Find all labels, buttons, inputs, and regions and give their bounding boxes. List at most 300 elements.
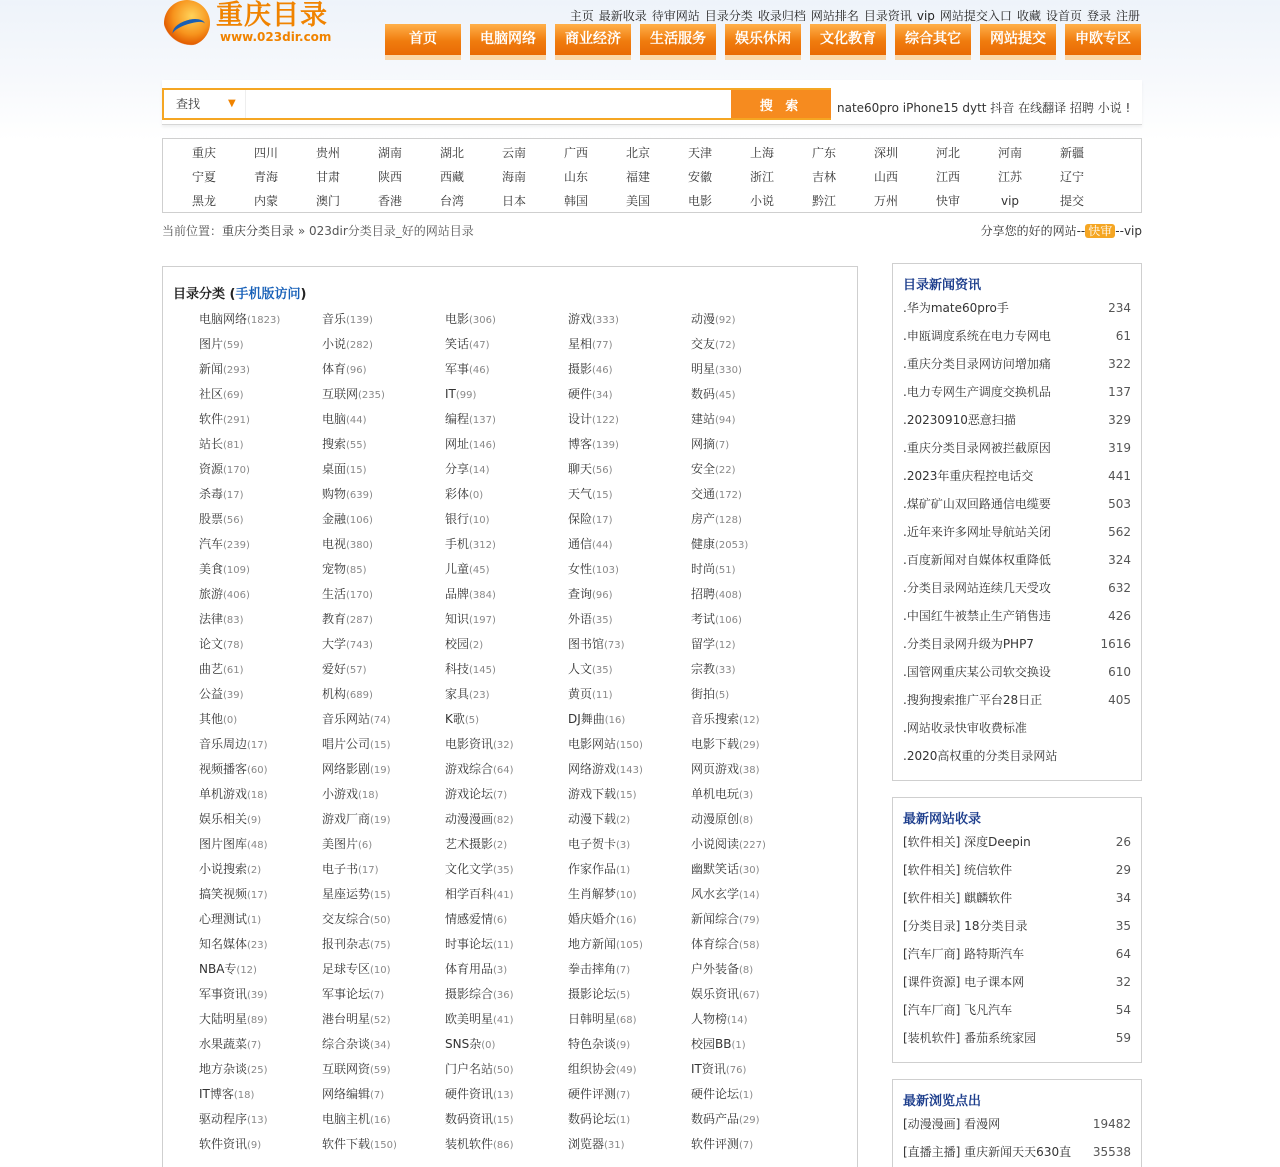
category-name[interactable]: 杀毒 bbox=[199, 487, 224, 501]
city-link[interactable]: 天津 bbox=[687, 146, 712, 160]
city-link[interactable]: 江西 bbox=[935, 170, 960, 184]
category-item[interactable] bbox=[568, 384, 691, 409]
category-item[interactable] bbox=[199, 309, 322, 334]
category-name[interactable]: 金融 bbox=[322, 512, 347, 526]
category-item[interactable] bbox=[199, 684, 322, 709]
category-name[interactable]: 军事 bbox=[445, 362, 470, 376]
category-name[interactable]: 摄影综合 bbox=[445, 987, 494, 1001]
category-name[interactable]: 查询 bbox=[568, 587, 593, 601]
top-link[interactable]: 收藏 bbox=[1016, 9, 1041, 23]
nav-tab[interactable]: 首页 bbox=[385, 24, 461, 60]
category-name[interactable]: 网页游戏 bbox=[691, 762, 740, 776]
category-name[interactable]: 宠物 bbox=[322, 562, 347, 576]
city-link[interactable]: vip bbox=[1000, 194, 1020, 208]
top-link[interactable]: 目录分类 bbox=[704, 9, 753, 23]
category-name[interactable]: 健康 bbox=[691, 537, 716, 551]
category-name[interactable]: 小说搜索 bbox=[199, 862, 248, 876]
city-link[interactable]: 黔江 bbox=[811, 194, 836, 208]
category-name[interactable]: IT博客 bbox=[199, 1087, 234, 1101]
category-item[interactable] bbox=[322, 309, 445, 334]
city-link[interactable]: 广东 bbox=[811, 146, 836, 160]
category-name[interactable]: 港台明星 bbox=[322, 1012, 371, 1026]
category-item[interactable] bbox=[322, 959, 445, 984]
category-name[interactable]: 搞笑视频 bbox=[199, 887, 248, 901]
category-name[interactable]: 天气 bbox=[568, 487, 593, 501]
category-item[interactable] bbox=[199, 934, 322, 959]
category-item[interactable] bbox=[199, 484, 322, 509]
category-name[interactable]: 电影下载 bbox=[691, 737, 740, 751]
category-name[interactable]: 小游戏 bbox=[322, 787, 359, 801]
category-item[interactable] bbox=[322, 1084, 445, 1109]
category-item[interactable] bbox=[445, 309, 568, 334]
category-name[interactable]: 硬件论坛 bbox=[691, 1087, 740, 1101]
category-name[interactable]: 视频播客 bbox=[199, 762, 248, 776]
category-name[interactable]: 图片图库 bbox=[199, 837, 248, 851]
category-item[interactable] bbox=[445, 709, 568, 734]
category-item[interactable] bbox=[322, 634, 445, 659]
category-name[interactable]: 电子书 bbox=[322, 862, 359, 876]
category-item[interactable] bbox=[199, 334, 322, 359]
category-item[interactable] bbox=[199, 959, 322, 984]
category-name[interactable]: 建站 bbox=[691, 412, 716, 426]
category-item[interactable] bbox=[322, 809, 445, 834]
category-item[interactable] bbox=[322, 1109, 445, 1134]
category-item[interactable] bbox=[199, 634, 322, 659]
breadcrumb-home[interactable]: 重庆分类目录 bbox=[222, 224, 295, 238]
category-item[interactable] bbox=[568, 809, 691, 834]
news-item[interactable] bbox=[903, 686, 1131, 714]
category-name[interactable]: 银行 bbox=[445, 512, 470, 526]
category-item[interactable] bbox=[568, 609, 691, 634]
category-item[interactable] bbox=[322, 334, 445, 359]
category-name[interactable]: 笑话 bbox=[445, 337, 470, 351]
category-name[interactable]: 数码产品 bbox=[691, 1112, 740, 1126]
category-name[interactable]: 数码 bbox=[691, 387, 716, 401]
city-link[interactable]: 甘肃 bbox=[315, 170, 340, 184]
news-item-title[interactable]: .电力专网生产调度交换机品 bbox=[903, 385, 1051, 399]
category-name[interactable]: 游戏论坛 bbox=[445, 787, 494, 801]
category-item[interactable] bbox=[568, 634, 691, 659]
category-name[interactable]: 电脑 bbox=[322, 412, 347, 426]
category-name[interactable]: 旅游 bbox=[199, 587, 224, 601]
category-item[interactable] bbox=[445, 434, 568, 459]
category-name[interactable]: 黄页 bbox=[568, 687, 593, 701]
search-input[interactable] bbox=[248, 92, 728, 116]
category-item[interactable] bbox=[568, 859, 691, 884]
news-item[interactable] bbox=[903, 350, 1131, 378]
category-name[interactable]: 街拍 bbox=[691, 687, 716, 701]
category-name[interactable]: 小说阅读 bbox=[691, 837, 740, 851]
news-item[interactable] bbox=[903, 406, 1131, 434]
news-item-title[interactable]: .国管网重庆某公司软交换设 bbox=[903, 665, 1051, 679]
category-item[interactable] bbox=[691, 434, 814, 459]
category-item[interactable] bbox=[691, 334, 814, 359]
category-name[interactable]: 博客 bbox=[568, 437, 593, 451]
category-item[interactable] bbox=[691, 884, 814, 909]
top-link[interactable]: 目录资讯 bbox=[863, 9, 912, 23]
category-item[interactable] bbox=[445, 1009, 568, 1034]
category-name[interactable]: 电影资讯 bbox=[445, 737, 494, 751]
latest-item-title[interactable]: [课件资源] 电子课本网 bbox=[903, 975, 1025, 989]
city-link[interactable]: 上海 bbox=[749, 146, 774, 160]
category-item[interactable] bbox=[691, 759, 814, 784]
category-name[interactable]: 音乐周边 bbox=[199, 737, 248, 751]
city-link[interactable]: 山东 bbox=[563, 170, 588, 184]
category-name[interactable]: 编程 bbox=[445, 412, 470, 426]
news-item[interactable] bbox=[903, 742, 1131, 770]
category-item[interactable] bbox=[691, 784, 814, 809]
category-name[interactable]: 数码资讯 bbox=[445, 1112, 494, 1126]
category-item[interactable] bbox=[568, 1084, 691, 1109]
category-name[interactable]: 音乐搜索 bbox=[691, 712, 740, 726]
category-name[interactable]: 动漫原创 bbox=[691, 812, 740, 826]
category-item[interactable] bbox=[568, 959, 691, 984]
category-name[interactable]: 娱乐相关 bbox=[199, 812, 248, 826]
category-item[interactable] bbox=[322, 409, 445, 434]
category-name[interactable]: 儿童 bbox=[445, 562, 470, 576]
category-name[interactable]: 大学 bbox=[322, 637, 347, 651]
category-item[interactable] bbox=[199, 659, 322, 684]
category-item[interactable] bbox=[445, 859, 568, 884]
category-name[interactable]: 幽默笑话 bbox=[691, 862, 740, 876]
category-item[interactable] bbox=[568, 534, 691, 559]
news-item-title[interactable]: .重庆分类目录网被拦截原因 bbox=[903, 441, 1051, 455]
category-item[interactable] bbox=[691, 559, 814, 584]
category-name[interactable]: 日韩明星 bbox=[568, 1012, 617, 1026]
category-name[interactable]: 生肖解梦 bbox=[568, 887, 617, 901]
category-item[interactable] bbox=[445, 1084, 568, 1109]
category-item[interactable] bbox=[568, 334, 691, 359]
category-name[interactable]: 报刊杂志 bbox=[322, 937, 371, 951]
category-item[interactable] bbox=[322, 459, 445, 484]
browse-item[interactable] bbox=[903, 1110, 1131, 1138]
category-item[interactable] bbox=[322, 534, 445, 559]
category-name[interactable]: K歌 bbox=[445, 712, 465, 726]
category-item[interactable] bbox=[445, 409, 568, 434]
category-item[interactable] bbox=[445, 584, 568, 609]
category-item[interactable] bbox=[445, 809, 568, 834]
category-name[interactable]: 美食 bbox=[199, 562, 224, 576]
category-item[interactable] bbox=[445, 334, 568, 359]
category-item[interactable] bbox=[445, 1109, 568, 1134]
news-item[interactable] bbox=[903, 574, 1131, 602]
category-item[interactable] bbox=[322, 784, 445, 809]
category-name[interactable]: 婚庆婚介 bbox=[568, 912, 617, 926]
category-name[interactable]: 电影 bbox=[445, 312, 470, 326]
category-item[interactable] bbox=[445, 459, 568, 484]
news-item-title[interactable]: .申瓯调度系统在电力专网电 bbox=[903, 329, 1051, 343]
city-link[interactable]: 香港 bbox=[377, 194, 402, 208]
category-name[interactable]: 资源 bbox=[199, 462, 224, 476]
category-item[interactable] bbox=[445, 684, 568, 709]
category-name[interactable]: 作家作品 bbox=[568, 862, 617, 876]
category-name[interactable]: 软件 bbox=[199, 412, 224, 426]
top-link[interactable]: 网站提交入口 bbox=[939, 9, 1012, 23]
city-link[interactable]: 四川 bbox=[253, 146, 278, 160]
category-item[interactable] bbox=[568, 459, 691, 484]
category-item[interactable] bbox=[445, 609, 568, 634]
news-item-title[interactable]: .百度新闻对自媒体权重降低 bbox=[903, 553, 1051, 567]
city-link[interactable]: 陕西 bbox=[377, 170, 402, 184]
category-name[interactable]: 体育综合 bbox=[691, 937, 740, 951]
category-name[interactable]: 交通 bbox=[691, 487, 716, 501]
category-name[interactable]: 电影网站 bbox=[568, 737, 617, 751]
category-item[interactable] bbox=[322, 434, 445, 459]
category-item[interactable] bbox=[568, 934, 691, 959]
news-item[interactable] bbox=[903, 294, 1131, 322]
latest-item[interactable] bbox=[903, 968, 1131, 996]
category-item[interactable] bbox=[445, 559, 568, 584]
category-item[interactable] bbox=[691, 1009, 814, 1034]
category-name[interactable]: 摄影论坛 bbox=[568, 987, 617, 1001]
category-name[interactable]: 生活 bbox=[322, 587, 347, 601]
latest-item-title[interactable]: [软件相关] 深度Deepin bbox=[903, 835, 1031, 849]
category-name[interactable]: 娱乐资讯 bbox=[691, 987, 740, 1001]
category-item[interactable] bbox=[445, 534, 568, 559]
category-item[interactable] bbox=[199, 584, 322, 609]
category-name[interactable]: 装机软件 bbox=[445, 1137, 494, 1151]
category-name[interactable]: 软件评测 bbox=[691, 1137, 740, 1151]
category-item[interactable] bbox=[568, 784, 691, 809]
city-link[interactable]: 贵州 bbox=[315, 146, 340, 160]
search-type-select[interactable] bbox=[164, 90, 246, 118]
mobile-version-link[interactable]: 手机版访问 bbox=[235, 287, 301, 302]
category-item[interactable] bbox=[322, 484, 445, 509]
category-name[interactable]: 网摘 bbox=[691, 437, 716, 451]
category-item[interactable] bbox=[445, 884, 568, 909]
category-name[interactable]: 彩体 bbox=[445, 487, 470, 501]
news-item-title[interactable]: .2023年重庆程控电话交 bbox=[903, 469, 1034, 483]
city-link[interactable]: 海南 bbox=[501, 170, 526, 184]
category-item[interactable] bbox=[445, 1059, 568, 1084]
category-item[interactable] bbox=[445, 1134, 568, 1159]
news-item[interactable] bbox=[903, 630, 1131, 658]
category-item[interactable] bbox=[322, 1059, 445, 1084]
category-name[interactable]: 综合杂谈 bbox=[322, 1037, 371, 1051]
category-item[interactable] bbox=[199, 1109, 322, 1134]
category-name[interactable]: 游戏厂商 bbox=[322, 812, 371, 826]
category-name[interactable]: 房产 bbox=[691, 512, 716, 526]
category-name[interactable]: 曲艺 bbox=[199, 662, 224, 676]
category-item[interactable] bbox=[322, 734, 445, 759]
latest-item[interactable] bbox=[903, 1024, 1131, 1052]
category-name[interactable]: 爱好 bbox=[322, 662, 347, 676]
category-item[interactable] bbox=[691, 359, 814, 384]
category-name[interactable]: 硬件资讯 bbox=[445, 1087, 494, 1101]
browse-item-title[interactable]: [动漫漫画] 看漫网 bbox=[903, 1117, 1001, 1131]
category-name[interactable]: 音乐 bbox=[322, 312, 347, 326]
category-item[interactable] bbox=[199, 534, 322, 559]
category-name[interactable]: 软件资讯 bbox=[199, 1137, 248, 1151]
category-item[interactable] bbox=[691, 934, 814, 959]
category-item[interactable] bbox=[691, 959, 814, 984]
category-item[interactable] bbox=[691, 534, 814, 559]
category-item[interactable] bbox=[445, 909, 568, 934]
news-item-title[interactable]: .中国红牛被禁止生产销售违 bbox=[903, 609, 1051, 623]
category-item[interactable] bbox=[691, 659, 814, 684]
category-name[interactable]: 法律 bbox=[199, 612, 224, 626]
category-item[interactable] bbox=[199, 609, 322, 634]
category-item[interactable] bbox=[322, 984, 445, 1009]
category-item[interactable] bbox=[322, 359, 445, 384]
news-item-title[interactable]: .分类目录网升级为PHP7 bbox=[903, 637, 1034, 651]
top-link[interactable]: 注册 bbox=[1115, 9, 1140, 23]
city-link[interactable]: 福建 bbox=[625, 170, 650, 184]
category-name[interactable]: 设计 bbox=[568, 412, 593, 426]
news-item[interactable] bbox=[903, 490, 1131, 518]
category-item[interactable] bbox=[322, 859, 445, 884]
category-name[interactable]: 人物榜 bbox=[691, 1012, 728, 1026]
category-name[interactable]: 网络游戏 bbox=[568, 762, 617, 776]
category-item[interactable] bbox=[568, 509, 691, 534]
news-item[interactable] bbox=[903, 714, 1131, 742]
nav-tab[interactable]: 文化教育 bbox=[810, 24, 886, 60]
category-name[interactable]: 机构 bbox=[322, 687, 347, 701]
category-item[interactable] bbox=[322, 1134, 445, 1159]
category-name[interactable]: 电子贺卡 bbox=[568, 837, 617, 851]
category-name[interactable]: 知识 bbox=[445, 612, 470, 626]
category-name[interactable]: 情感爱情 bbox=[445, 912, 494, 926]
news-item-title[interactable]: .煤矿矿山双回路通信电缆要 bbox=[903, 497, 1051, 511]
nav-tab[interactable]: 生活服务 bbox=[640, 24, 716, 60]
category-item[interactable] bbox=[322, 384, 445, 409]
category-name[interactable]: 新闻综合 bbox=[691, 912, 740, 926]
fast-review-badge[interactable]: 快审 bbox=[1085, 224, 1115, 238]
category-item[interactable] bbox=[322, 609, 445, 634]
city-link[interactable]: 河北 bbox=[935, 146, 960, 160]
category-item[interactable] bbox=[568, 309, 691, 334]
category-item[interactable] bbox=[199, 1034, 322, 1059]
nav-tab[interactable]: 申欧专区 bbox=[1065, 24, 1141, 60]
category-name[interactable]: IT资讯 bbox=[691, 1062, 726, 1076]
site-logo[interactable] bbox=[164, 0, 339, 46]
category-item[interactable] bbox=[691, 1084, 814, 1109]
search-button[interactable]: 搜 索 bbox=[731, 90, 831, 118]
news-item[interactable] bbox=[903, 378, 1131, 406]
news-item[interactable] bbox=[903, 602, 1131, 630]
latest-item-title[interactable]: [软件相关] 麒麟软件 bbox=[903, 891, 1013, 905]
category-item[interactable] bbox=[691, 709, 814, 734]
category-name[interactable]: 图片 bbox=[199, 337, 224, 351]
news-item-title[interactable]: .重庆分类目录网访问增加痛 bbox=[903, 357, 1051, 371]
latest-item-title[interactable]: [汽车厂商] 飞凡汽车 bbox=[903, 1003, 1013, 1017]
nav-tab[interactable]: 商业经济 bbox=[555, 24, 631, 60]
category-item[interactable] bbox=[568, 1109, 691, 1134]
category-name[interactable]: 人文 bbox=[568, 662, 593, 676]
city-link[interactable]: 快审 bbox=[935, 194, 960, 208]
category-item[interactable] bbox=[199, 759, 322, 784]
city-link[interactable]: 小说 bbox=[749, 194, 774, 208]
category-item[interactable] bbox=[568, 1034, 691, 1059]
category-name[interactable]: 艺术摄影 bbox=[445, 837, 494, 851]
category-item[interactable] bbox=[568, 709, 691, 734]
category-name[interactable]: 女性 bbox=[568, 562, 593, 576]
city-link[interactable]: 西藏 bbox=[439, 170, 464, 184]
category-name[interactable]: 论文 bbox=[199, 637, 224, 651]
category-name[interactable]: 时事论坛 bbox=[445, 937, 494, 951]
category-item[interactable] bbox=[199, 509, 322, 534]
city-link[interactable]: 浙江 bbox=[749, 170, 774, 184]
category-item[interactable] bbox=[322, 934, 445, 959]
category-name[interactable]: SNS杂 bbox=[445, 1037, 482, 1051]
category-item[interactable] bbox=[445, 1034, 568, 1059]
city-link[interactable]: 山西 bbox=[873, 170, 898, 184]
category-name[interactable]: IT bbox=[445, 387, 456, 401]
category-name[interactable]: 数码论坛 bbox=[568, 1112, 617, 1126]
city-link[interactable]: 北京 bbox=[625, 146, 650, 160]
category-item[interactable] bbox=[322, 1009, 445, 1034]
latest-item[interactable] bbox=[903, 940, 1131, 968]
category-name[interactable]: 星相 bbox=[568, 337, 593, 351]
category-item[interactable] bbox=[199, 734, 322, 759]
category-name[interactable]: 星座运势 bbox=[322, 887, 371, 901]
browse-item[interactable] bbox=[903, 1138, 1131, 1166]
category-name[interactable]: DJ舞曲 bbox=[568, 712, 605, 726]
category-name[interactable]: 安全 bbox=[691, 462, 716, 476]
city-link[interactable]: 云南 bbox=[501, 146, 526, 160]
category-name[interactable]: 知名媒体 bbox=[199, 937, 248, 951]
news-item-title[interactable]: .2020高权重的分类目录网站 bbox=[903, 749, 1058, 763]
category-name[interactable]: 电脑主机 bbox=[322, 1112, 371, 1126]
city-link[interactable]: 提交 bbox=[1059, 194, 1084, 208]
category-item[interactable] bbox=[322, 834, 445, 859]
category-item[interactable] bbox=[199, 559, 322, 584]
news-item[interactable] bbox=[903, 658, 1131, 686]
category-item[interactable] bbox=[322, 559, 445, 584]
category-item[interactable] bbox=[445, 784, 568, 809]
city-link[interactable]: 美国 bbox=[625, 194, 650, 208]
category-item[interactable] bbox=[691, 409, 814, 434]
category-item[interactable] bbox=[199, 434, 322, 459]
category-item[interactable] bbox=[445, 509, 568, 534]
category-item[interactable] bbox=[568, 884, 691, 909]
category-item[interactable] bbox=[568, 1059, 691, 1084]
category-item[interactable] bbox=[445, 834, 568, 859]
city-link[interactable]: 广西 bbox=[563, 146, 588, 160]
category-item[interactable] bbox=[691, 609, 814, 634]
category-item[interactable] bbox=[568, 434, 691, 459]
category-item[interactable] bbox=[199, 909, 322, 934]
category-name[interactable]: 唱片公司 bbox=[322, 737, 371, 751]
category-name[interactable]: 科技 bbox=[445, 662, 470, 676]
category-name[interactable]: 公益 bbox=[199, 687, 224, 701]
category-item[interactable] bbox=[568, 734, 691, 759]
category-item[interactable] bbox=[568, 659, 691, 684]
category-item[interactable] bbox=[322, 709, 445, 734]
category-item[interactable] bbox=[199, 459, 322, 484]
category-item[interactable] bbox=[445, 384, 568, 409]
category-name[interactable]: 动漫下载 bbox=[568, 812, 617, 826]
category-item[interactable] bbox=[691, 484, 814, 509]
category-name[interactable]: 宗教 bbox=[691, 662, 716, 676]
city-link[interactable]: 澳门 bbox=[315, 194, 340, 208]
category-item[interactable] bbox=[199, 1009, 322, 1034]
city-link[interactable]: 青海 bbox=[253, 170, 278, 184]
category-item[interactable] bbox=[445, 759, 568, 784]
category-item[interactable] bbox=[199, 859, 322, 884]
category-name[interactable]: 网络影剧 bbox=[322, 762, 371, 776]
news-item-title[interactable]: .分类目录网站连续几天受攻 bbox=[903, 581, 1051, 595]
top-link[interactable]: 收录归档 bbox=[757, 9, 806, 23]
category-name[interactable]: 风水玄学 bbox=[691, 887, 740, 901]
category-name[interactable]: 电脑网络 bbox=[199, 312, 248, 326]
category-item[interactable] bbox=[322, 759, 445, 784]
category-name[interactable]: 单机电玩 bbox=[691, 787, 740, 801]
category-item[interactable] bbox=[691, 1034, 814, 1059]
category-name[interactable]: 相学百科 bbox=[445, 887, 494, 901]
category-name[interactable]: 大陆明星 bbox=[199, 1012, 248, 1026]
top-link[interactable]: 网站排名 bbox=[810, 9, 859, 23]
